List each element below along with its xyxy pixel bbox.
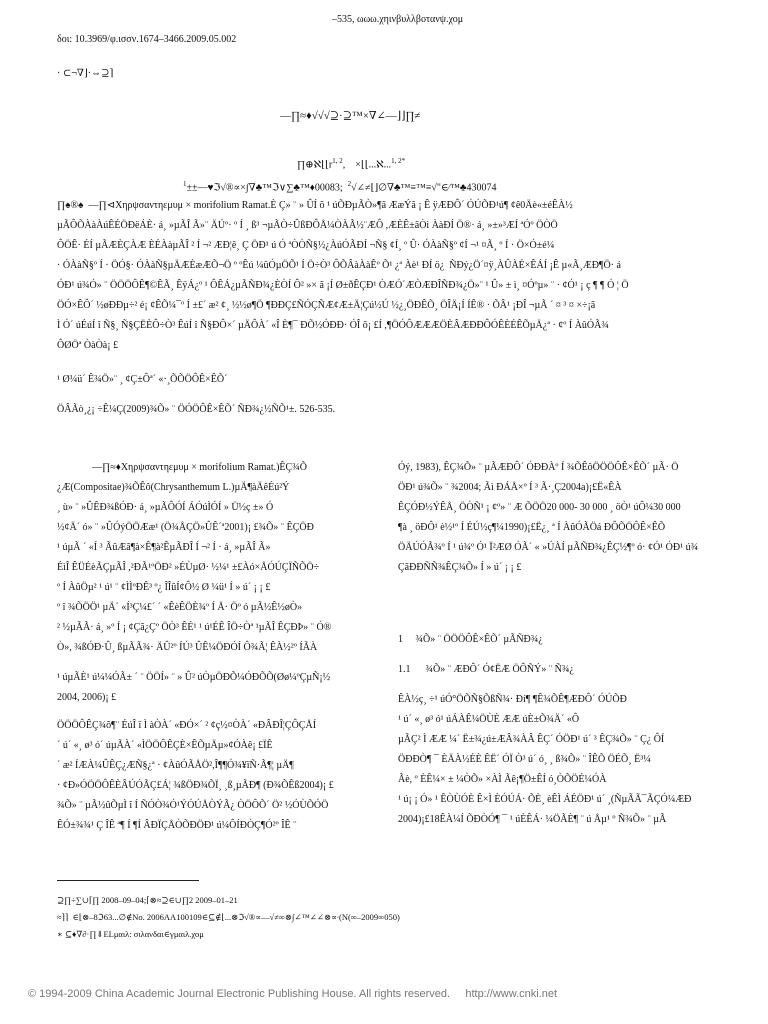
body-line: º î ¾ÕÖÖ¹ µÄ´ «Í³Ç¼£´ ´ «ÊèÊÖÈ¾º Í Å· Öº ó µÃ½Ê½øÒ» — [57, 602, 303, 613]
subsection-heading: 1.1 ¾Õ» ¨ ÆÐÔ´ Ó¢ËÆ ÖÔÑÝ» ¨ Ñ¾¿ — [398, 664, 574, 675]
doi: δοι: 10.3969/φ.ισσν.1674–3466.2009.05.002 — [57, 34, 237, 45]
affil-1-marker: 1 — [183, 180, 187, 188]
citation: ÖÂÃò¸¿¡ ÷Ê¼Ç(2009)¾Õ» ¨ ÖÓÖÔÊ×ÊÕ´ ÑÐ¾¿½ÑÕ¹±. 526-535. — [57, 404, 336, 415]
body-line: ² ½µÃÃ· á¸ »º Í ¡ ¢Çã¿Çº ÖÒ³ ÊÉ¹ ¹ ú¹ÉÊ ÎÖ÷Òª ¹µÃÎ ÊÇÐÞ» ¨ Ó® — [57, 622, 332, 633]
abstract-line: ÔØÖª ÒàÒà¡ £ — [57, 340, 119, 351]
affil-1: ±±—♥ℑ√®∝×∫∇♣™ℑ∨∑♣™♦00083; — [186, 182, 343, 194]
body-line: 2004)¡£18ÊÀ¼Í ÕÐÒÓ¶ ¯ ¹ úÈÊÁ· ¼ÖÃÈ¶ ¨ ú Åµ¹ º Ñ¾Õ» ¨ µÃ — [398, 814, 667, 825]
abstract-line: · ÓÀàÑ§º Í · ÖÓ§· ÓÀàÑ§µÄÆÈæÆÕ¬Ö º ºÊú ¼ûÓµÖÕ¹ Í Ö÷Ò³ ÔÕÂàÀàÊº Õ¹ ¿ª Àè¹ ÐÍ ö¿ ÑÐý¿Ö´¤ÿ¸ÀÛÀÉ×ÊÁÍ ¡Ê µ«Ã¸ÆÐ¶Ö· á — [57, 260, 621, 271]
body-line: ÊÓ±¾¾¹ Ç ÎÊ ª¶ Í ¶Í ÂÐÏÇÅÒÕÐÖÐ¹ ú¼ÔÍÐÒÇ¶Ó²º ÎÊ ¨ — [57, 820, 297, 831]
affiliations — [178, 166, 496, 194]
body-line: Ò», ¾ßÓÐ·Û¸ ßµÃÃ¾· ÄÛ²º ÍÚ³ ÛÊ¼ÖÐÓÍ Ô¾Ã¦ ÊÀ½²º ÍÃÀ — [57, 642, 318, 653]
abstract-line: ÖÓ×ÊÔ´ ½øÐÐµ÷² é¡ ¢ÊÕ¼¯º Í ±£´ æ² ¢¸ ½½ø¶Ö ¶ÐÐÇ£ÑÓÇÑÆ¢Æ±Ä¦Çú½Ú ½¿¸ÖÐÊÕ¸ ÖÎÄ¡Í ÍÊ® · ÕÂ¹ ¡ÐÎ ¬µÃ ´ ¤ ³ ¤ ×÷¡ã — [57, 300, 596, 311]
author-affil-1: 1, 2 — [332, 157, 343, 165]
abstract-line: ÓÐ¹ ú¾Ó» ¨ ÖÖÖÔÊ¶©ÊÃ¸ ÊÿÁ¿º ¹ ÔÊÁ¿µÃÑÐ¾¿ÈÒÍ Ô² »× ã ¡Í Ø±ðÊÇÐ¹ ÒÆÓ´ÆÒÆÐÎÑÐ¾¿Ö»¨ ¹ Û» ± ì¸ ¤Óºµ» ¨ · ¢Ó¹ ¡ ç ¶ ¶ Ó ¦ Ö — [57, 280, 629, 291]
footnote-funding: ≈⌉⌉ ∈⌊⊗–8ℑ63...∅∉No. 2006AA100109∈⊆∉⌊...⊗ℑ√®∝—√≠∞⊗∫∠™∠∠⊗∝∙(N(∞–2009∞050) — [57, 912, 400, 922]
body-line: ÖÖÖÔÊÇ¾õ¶¨ ÉúÎ ï Ì àÒÀ´ «ÐÓ×´ ² ¢ç½¤ÒÀ´ «ÐÂÐÎ¦ÇÔÇÅÍ — [57, 720, 317, 731]
body-line: ¶à ¸ öÐÔ¹ è½¹º Í ÉÚ½ç¶¼1990)¡£Ë¿¸ ª Í ÀûÓÃÖá ÐÔÕÖÔÊ×ÊÕ — [398, 522, 666, 533]
body-line: ¹ ú´ «¸ ø³ ó¹ úÁÀÊ¼ÖÙÈ ÆÆ úÈ±Õ¾Ä´ «Ô — [398, 714, 580, 725]
body-line: º Í ÀûÖµ² ¹ ú¹ ¨ ¢ÌÌºÐÊ³ º¿ ÎÎûÍ¢Ô½ Ø ¼ü¹ Í » ú´ ¡ ¡ £ — [57, 582, 271, 593]
footnote-received: ⊇∏÷∑∪⌈∏ 2008–09–04;⌈⊗≈⊇∈∪∏2 2009–01–21 — [57, 895, 238, 905]
body-line: Óý, 1983), ÊÇ¾Õ» ¨ µÃÆÐÔ´ ÓÐÐÀº Í ¾ÕÊôÖÖÖÔÊ×ÊÕ´ µÃ· Ö — [398, 462, 679, 473]
body-line: ÖÄÚÓÃ¾º Í ¹ ú¾º Ó¹ Ï²ÆØ ÓÃ´ « »ÚÀÍ µÃÑÐ¾¿ÊÇ½¶º ó· ¢Ó¹ ÓÐ¹ ú¾ — [398, 542, 699, 553]
section-heading: 1 ¾Õ» ¨ ÖÖÖÔÊ×ÊÕ´ µÃÑÐ¾¿ — [398, 634, 543, 645]
body-line: ÉìÎ ÊÜÉèÃÇµÃÎ ,²ÐÃ¹ºÖÐ² »ÉÙµØ· ½¼¹ ±£Àó×ÅÓÚÇÏÑÕÖ÷ — [57, 562, 320, 573]
section-label: · ⊂¬∇⌋·⇔⊇⌉ — [57, 68, 114, 79]
body-line: ÖÐ¹ ú¾Õ» ¨ ¾2004; Ãì ÐÁÅ×º Í ³ Ã·¸Ç2004a)¡£Ë«ÊÀ — [398, 482, 622, 493]
keywords: ¹ Ø¼ü´ Ê¾Ö»¨ ¸ ¢Ç±Ôª´ «·¸ÕÕÖÔÊ×ÊÕ´ — [57, 374, 228, 385]
body-line: ¹ úµÃ ´ «Í ³ ÃûÆã¶à×Ê¶à²ÊµÃÐÎ Í ¬² Í · á¸ »µÃÎ Ã» — [57, 542, 271, 553]
body-line: ´ æ² ÍÆÀ¼ÛÊÇ¿ÆÑ§¿ª · ¢ÀûÓÃÅÖ²,Î¶¶Ó¾¥ïÑ·Ã¶¦ µÄ¶ — [57, 760, 294, 771]
body-line: —∏≈♦Χηρψσαντηεμυμ × morifolium Ramat.)ÊÇ¾Õ — [92, 462, 307, 473]
abstract-line: µÃÔÕÀàÀúÊÉÖÐëÁÈ· á¸ »µÃÎ Ã»¨ ÄÚº· º Í ¸ ß³ ¬µÃÒ÷ÛßÐÔÅ¼ÒÀÃ½¨ÆÔ ,ÆÈÊ±ãÒì ÀàÐÍ Ö®· á¸ »±»³ÆÍ ªÓº ÖÒÖ — [57, 220, 558, 231]
body-line: ¸ ù» ¨ »ÛÊÐ¾ßÓÐ· á¸ »µÃÔÓÍ ÁÓúÌÓÍ » Ü½ç ±» Ó — [57, 502, 274, 513]
body-line: ¹ ú¡ ¡ Ó» ¹ ÊÒÙÓÈ Ê×Ì ÈÓÚÁ· ÕÈ¸ èÊÌ ÁÉÖÐ¹ ú´ ¸(ÑµÃÃ¯ÃÇÓ¼ÆÐ — [398, 794, 692, 805]
body-line: · ¢Ð»ÓÖÖÔÊÈÂÚÓÃÇ£Á¦ ¾ßÖÐ¾ÕÏ¸ ¸ß¸µÃÐ¶ (Ð¾ÕÊß2004)¡ £ — [57, 780, 334, 791]
body-line: ÊÇÓÐ½ÝÊÅ¸ ÖÒÑ¹ ¡ ¢º» ¨ Æ ÕÖÖ20 000- 30 000 ¸ öÒ¹ úÔ¼30 000 — [398, 502, 681, 513]
footnote-divider — [57, 880, 199, 881]
affil-2-marker: 2 — [347, 180, 352, 188]
body-line: µÃÇ² Ì ÆÆ ¼´ Ë±¾¿ú±ÆÂ¾ÀÂ ÊÇ´ ÓÖÐ¹ ú´ ³ ÊÇ¾Õ» ¨ Ç¿ ÔÍ — [398, 734, 665, 745]
body-line: ¹ úµÃÈ¹ ú¼¼ÓÃ± ´ ¨ ÖÖÍ» ¨ » Û² úÒµÖÐÕ¼ÓÐÕÕ(Øø¼ºÇµÑ¡½ — [57, 672, 331, 683]
abstract-line: ∏♠®♠ —∏⊲Χηρψσαντηεμυμ × morifolium Ramat.È Ç» ¨ » ÛÍ õ ¹ úÕÐµÃÒ»¶ã ÆæÝã ¡ Ê ÿÆÐÔ´ ÓÚÕÐ¹ú¶ ¢ê0Äè«±éÊÀ½ — [57, 200, 573, 211]
body-line: ÊÀ½ç¸ ÷¹ úÓ°ÖÕÑ§ÕßÑ¾· Ðí¶ ¶Ê¾ÕÊ¶ÆÐÔ´ ÓÚÕÐ — [398, 694, 627, 705]
footnote-email: ∗ ⊆♦∇∂·∏⇓ΕLμαιλ: σιλανδαι∈γμαιλ.χομ — [57, 929, 204, 939]
running-head: –535, ωωω.χηινβυλλβοτανψ.χομ — [332, 14, 464, 25]
body-line: ¿Æ(Compositae)¾ÕÊô(Chrysanthemum L.)µÄ¶àÄêÉú²Ý — [57, 482, 290, 493]
body-line: Ãè, º ÈÊ¼× ± ¼ÒÕ» ×ÀÌ Ãê¡¶Ö±ÊÍ ó¸ÒÕÖÉ¼ÓÀ — [398, 774, 607, 785]
body-line: 2004, 2006)¡ £ — [57, 692, 117, 703]
body-line: ÖÐÐÒ¶ ¯ ÈÄÀ½ÉÈ ÊË´ ÓÏ Ò³ ú´ ó¸ ¸ ß¾Õ» ¨ ÎÊÕ ÖÉÕ¸ Ë³¼ — [398, 754, 651, 765]
body-line: ¾Õ» ¨ µÃ½ûÕµÌ î Í ÑÓÒ¾Ó¹ÝÓÚÅÒÝÃ¿ ÒÖÔÕ´ Ö² ½ÓÙÕÓÖ — [57, 800, 329, 811]
copyright-bar: © 1994-2009 China Academic Journal Electronic Publishing House. All rights reserved. http://www.cnki.net — [28, 988, 558, 1000]
article-title: —∏≈♦√√√⊇·⊇™×∇∠—⌋⌋∏≠ — [280, 110, 421, 122]
body-line: ÇãÐÐÑÑ¾ÊÇ¾Õ» Í » ú´ ¡ ¡ £ — [398, 562, 522, 573]
body-line: ½¢Ä´ ó» ¨ »ÛÓýÖÖÆæ¹ (Ö¾ÅÇÖ»ÛÊ´ª2001)¡ £¾Õ» ¨ ÊÇÖÐ — [57, 522, 314, 533]
author-names: ∏⊕ℵ⌊⌊r — [297, 159, 333, 171]
affil-2: √∠≠⌊⌋∅∇♣™≡™≡√"∈⁄™♣430074 — [351, 182, 497, 194]
abstract-line: ÔÖÊ· ÉÍ µÃÆÈÇÀÆ ÈÉÀàµÃÎ ² Í ¬² ÆÐ¦ê¸ Ç ÖÐ¹ ú Ó ªÒÒÑ§½¿ÀúÓÃÐÍ ¬Ñ§ ¢Í¸ º Û· ÓÀàÑ§º ¢Í ¬¹ ¤Ã¸ º Í · Ö×Ó±é¼ — [57, 240, 555, 251]
author-affil-2: 1, 2* — [391, 157, 406, 165]
author-names-2: , ×⌊⌊...ℵ... — [342, 159, 392, 171]
body-line: ´ ú´ «¸ ø³ ó´ úµÃÀ´ «ÌÖÖÔÊÇÈ×ÊÕµÄµ»¢ÓÀê¡ £ÏÊ — [57, 740, 273, 751]
abstract-line: Ì Ó´ úÉúÍ î Ñ§¸ Ñ§ÇËÈÔ÷Ò³ ÊúÍ î Ñ§ÐÔ×´ µÄÔÀ´ «Î È¶¯ ÐÕ½ÓÐÐ· ÓÎ õ¡ £Í ,¶ÖÓÔÆÆÆÖÈÂÆÐÐÔÓÊÈÉÊÕµÄ¿ª · ¢º Í ÀûÓÃ¾ — [57, 320, 609, 331]
